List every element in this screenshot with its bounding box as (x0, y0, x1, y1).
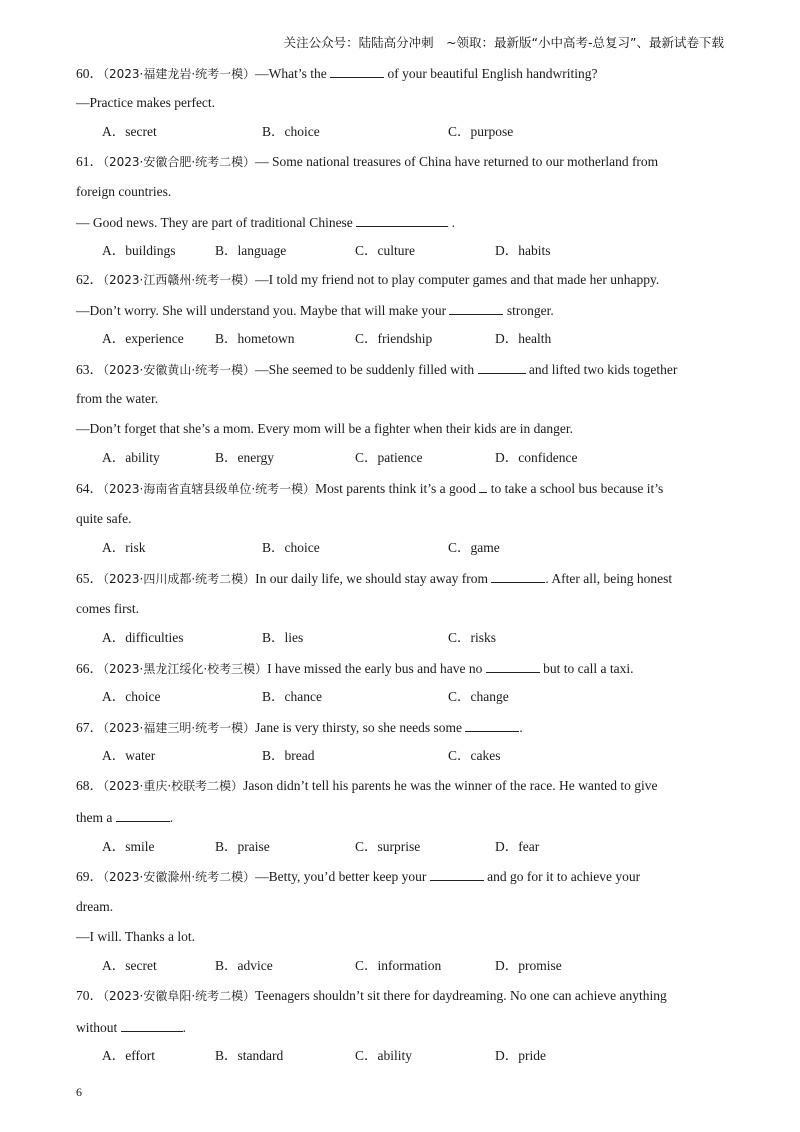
question-61-stem (76, 153, 658, 171)
question-source: （2023·江西赣州·统考一模） (103, 273, 256, 287)
question-text: —I told my friend not to play computer games and that made her unhappy. (255, 272, 660, 287)
option-c: C．surprise (355, 839, 421, 854)
question-text: In our daily life, we should stay away from (255, 571, 488, 586)
question-67-stem (76, 718, 523, 737)
option-c: C．information (355, 958, 442, 973)
option-d: D．promise (495, 958, 562, 973)
page-header: 关注公众号：陆陆高分冲刺 ~领取：最新版“小中高考-总复习”、最新试卷下载 (283, 35, 724, 50)
option-a: A．risk (102, 540, 146, 555)
question-63-line3: —Don’t forget that she’s a mom. Every mom will be a fighter when their kids are in danger. (76, 421, 574, 436)
option-d: D．fear (495, 839, 540, 854)
question-text: I have missed the early bus and have no (267, 661, 483, 676)
question-66-stem (76, 659, 633, 678)
answer-blank (330, 64, 384, 78)
option-b: B．lies (262, 630, 304, 645)
option-c: C．cakes (448, 748, 501, 763)
question-number: 68． (76, 778, 103, 793)
option-c: C．game (448, 540, 500, 555)
question-source: （2023·四川成都·统考二模） (103, 572, 256, 586)
question-70-line2 (76, 1018, 186, 1037)
question-source: （2023·海南省直辖县级单位·统考一模） (103, 482, 316, 496)
question-65-stem (76, 569, 672, 588)
option-b: B．choice (262, 124, 320, 139)
question-source: （2023·重庆·校联考二模） (103, 779, 244, 793)
question-68-line2 (76, 808, 173, 827)
question-text: . (451, 215, 455, 230)
answer-blank (121, 1018, 183, 1032)
question-number: 63． (76, 362, 103, 377)
question-text: Jane is very thirsty, so she needs some (255, 720, 463, 735)
question-text: Teenagers shouldn’t sit there for daydreaming. No one can achieve anything (255, 988, 667, 1003)
question-source: （2023·安徽合肥·统考二模） (103, 155, 256, 169)
question-text: . (519, 720, 523, 735)
option-b: B．advice (215, 958, 273, 973)
question-text: . After all, being honest (545, 571, 673, 586)
option-c: C．ability (355, 1048, 412, 1063)
question-60-line2: —Practice makes perfect. (76, 95, 216, 110)
question-text: —What’s the (255, 66, 327, 81)
question-number: 64． (76, 481, 103, 496)
question-source: （2023·安徽滁州·统考二模） (103, 870, 256, 884)
option-a: A．choice (102, 689, 161, 704)
option-b: B．choice (262, 540, 320, 555)
option-c: C．culture (355, 243, 415, 258)
option-b: B．energy (215, 450, 274, 465)
question-number: 65． (76, 571, 103, 586)
question-62-line2 (76, 301, 554, 320)
question-text: . (169, 810, 174, 825)
option-a: A．secret (102, 124, 157, 139)
page-number: 6 (76, 1085, 82, 1099)
question-number: 62． (76, 272, 103, 287)
question-text: and go for it to achieve your (487, 869, 641, 884)
option-a: A．secret (102, 958, 157, 973)
option-c: C．change (448, 689, 509, 704)
question-70-stem (76, 987, 667, 1005)
answer-blank (356, 213, 448, 227)
question-text: but to call a taxi. (543, 661, 634, 676)
question-text: — Good news. They are part of traditional Chinese (76, 215, 353, 230)
question-64-line2: quite safe. (76, 511, 132, 526)
question-69-stem (76, 867, 640, 886)
question-text: without (76, 1020, 118, 1035)
option-d: D．confidence (495, 450, 578, 465)
option-a: A．ability (102, 450, 160, 465)
question-64-stem (76, 479, 663, 498)
answer-blank (449, 301, 503, 315)
answer-blank (478, 360, 526, 374)
answer-blank (465, 718, 519, 732)
question-source: （2023·福建龙岩·统考一模） (103, 67, 256, 81)
option-d: D．habits (495, 243, 551, 258)
answer-blank (116, 808, 170, 822)
question-text: — Some national treasures of China have returned to our motherland from (255, 154, 659, 169)
question-number: 61． (76, 154, 103, 169)
question-number: 66． (76, 661, 103, 676)
option-b: B．language (215, 243, 287, 258)
question-text: them a (76, 810, 113, 825)
option-b: B．chance (262, 689, 322, 704)
question-source: （2023·福建三明·统考一模） (103, 721, 256, 735)
question-source: （2023·安徽阜阳·统考二模） (103, 989, 256, 1003)
answer-blank (430, 867, 484, 881)
answer-blank (486, 659, 540, 673)
question-text: —Don’t worry. She will understand you. Maybe that will make your (76, 303, 447, 318)
option-c: C．patience (355, 450, 423, 465)
question-number: 69． (76, 869, 103, 884)
question-61-line2: foreign countries. (76, 184, 172, 199)
answer-blank (491, 569, 545, 583)
option-a: A．experience (102, 331, 184, 346)
option-c: C．purpose (448, 124, 514, 139)
option-d: D．health (495, 331, 552, 346)
question-text: . (182, 1020, 187, 1035)
question-63-stem (76, 360, 677, 379)
option-b: B．bread (262, 748, 315, 763)
option-b: B．hometown (215, 331, 295, 346)
question-69-line2: dream. (76, 899, 114, 914)
question-text: Most parents think it’s a good (315, 481, 477, 496)
option-c: C．risks (448, 630, 497, 645)
question-text: and lifted two kids together (528, 362, 678, 377)
question-number: 67． (76, 720, 103, 735)
option-b: B．praise (215, 839, 270, 854)
answer-blank (479, 479, 487, 493)
question-text: of your beautiful English handwriting? (387, 66, 598, 81)
question-text: —She seemed to be suddenly filled with (255, 362, 475, 377)
question-text: stronger. (506, 303, 554, 318)
question-number: 60． (76, 66, 103, 81)
question-62-stem (76, 271, 659, 289)
question-68-stem (76, 777, 658, 795)
option-c: C．friendship (355, 331, 433, 346)
question-63-line2: from the water. (76, 391, 159, 406)
question-source: （2023·安徽黄山·统考一模） (103, 363, 256, 377)
option-a: A．buildings (102, 243, 176, 258)
option-a: A．water (102, 748, 156, 763)
question-text: —Betty, you’d better keep your (255, 869, 427, 884)
option-d: D．pride (495, 1048, 546, 1063)
question-number: 70． (76, 988, 103, 1003)
question-60-stem (76, 64, 598, 83)
option-a: A．difficulties (102, 630, 184, 645)
question-69-line3: —I will. Thanks a lot. (76, 929, 195, 944)
question-source: （2023·黑龙江绥化·校考三模） (103, 662, 268, 676)
question-65-line2: comes first. (76, 601, 139, 616)
option-b: B．standard (215, 1048, 284, 1063)
question-61-line3 (76, 213, 455, 232)
question-text: to take a school bus because it’s (490, 481, 664, 496)
option-a: A．effort (102, 1048, 155, 1063)
question-text: Jason didn’t tell his parents he was the winner of the race. He wanted to give (243, 778, 658, 793)
option-a: A．smile (102, 839, 155, 854)
